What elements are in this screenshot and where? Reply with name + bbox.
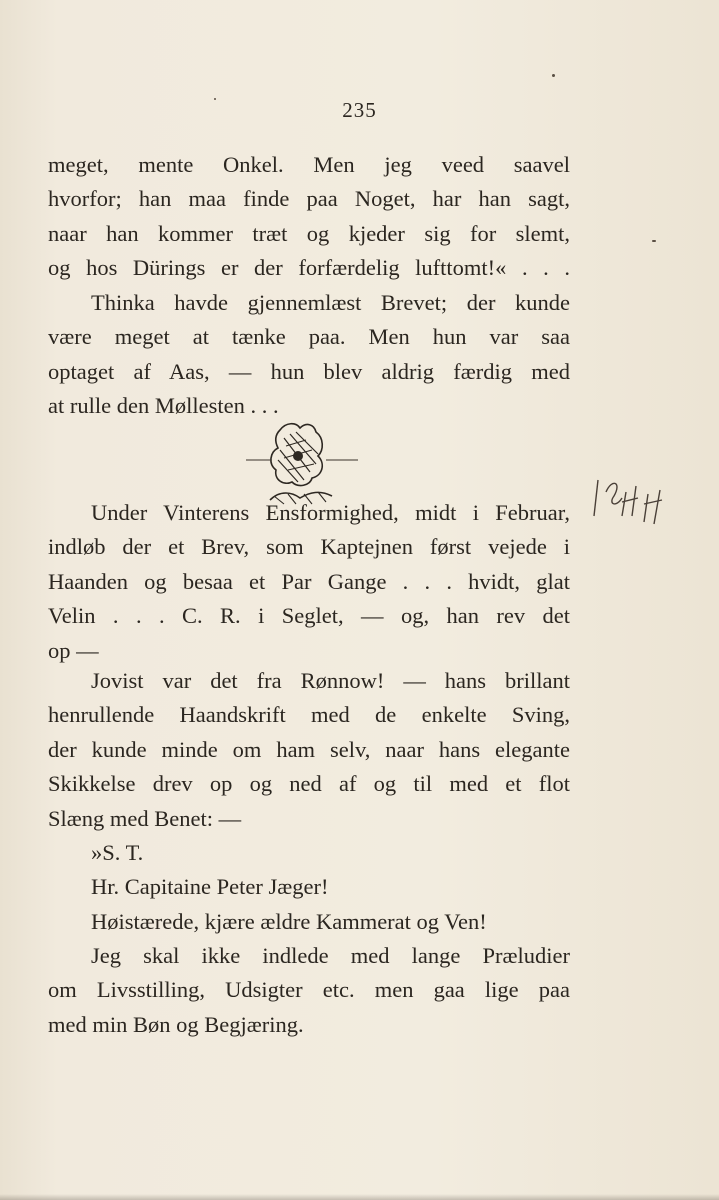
- paper-speck: [652, 240, 656, 242]
- paragraph-letter-body: [48, 939, 570, 1042]
- text-line: henrullende Haandskrift med de enkelte Sving,: [48, 702, 570, 728]
- text-line: Høistærede, kjære ældre Kammerat og Ven!: [91, 908, 487, 934]
- paper-speck: [552, 74, 555, 77]
- text-line: »S. T.: [91, 840, 144, 865]
- paragraph-continuation: [48, 148, 570, 286]
- text-line: Thinka havde gjennemlæst Brevet; der kunde: [91, 290, 570, 315]
- text-line: og hos Dürings er der forfærdelig lufttomt!« . . .: [48, 255, 570, 281]
- text-line: Skikkelse drev op og ned af og til med et flot: [48, 771, 570, 797]
- text-line: Velin . . . C. R. i Seglet, — og, han rev det: [48, 603, 570, 629]
- text-line: at rulle den Møllesten . . .: [48, 393, 279, 419]
- paragraph-thinka: [48, 286, 570, 424]
- text-line: Haanden og besaa et Par Gange . . . hvidt, glat: [48, 568, 570, 594]
- text-line: Jeg skal ikke indlede med lange Præludier: [91, 943, 570, 968]
- paragraph-brev: [48, 496, 570, 668]
- text-line: op —: [48, 637, 99, 663]
- page-bottom-edge: [0, 1194, 719, 1200]
- text-line: meget, mente Onkel. Men jeg veed saavel: [48, 152, 570, 177]
- text-line: med min Bøn og Begjæring.: [48, 1011, 304, 1037]
- text-line: Hr. Capitaine Peter Jæger!: [91, 874, 329, 900]
- text-line: om Livsstilling, Udsigter etc. men gaa lige paa: [48, 977, 570, 1003]
- text-line: være meget at tænke paa. Men hun var saa: [48, 324, 570, 350]
- text-line: optaget af Aas, — hun blev aldrig færdig med: [48, 358, 570, 384]
- paper-speck: [214, 98, 216, 100]
- letter-salutation: [48, 836, 570, 939]
- paragraph-ronnow: [48, 664, 570, 836]
- handwritten-margin-note-icon: [592, 472, 674, 532]
- text-line: Slæng med Benet: —: [48, 805, 242, 831]
- page-number: 235: [342, 98, 377, 122]
- text-line: naar han kommer træt og kjeder sig for slemt,: [48, 220, 570, 246]
- text-line: Under Vinterens Ensformighed, midt i Februar,: [91, 500, 570, 525]
- text-line: hvorfor; han maa finde paa Noget, har han sagt,: [48, 186, 570, 212]
- text-line: indløb der et Brev, som Kaptejnen først vejede i: [48, 534, 570, 560]
- text-line: der kunde minde om ham selv, naar hans elegante: [48, 736, 570, 762]
- text-line: Jovist var det fra Rønnow! — hans brillant: [91, 668, 570, 693]
